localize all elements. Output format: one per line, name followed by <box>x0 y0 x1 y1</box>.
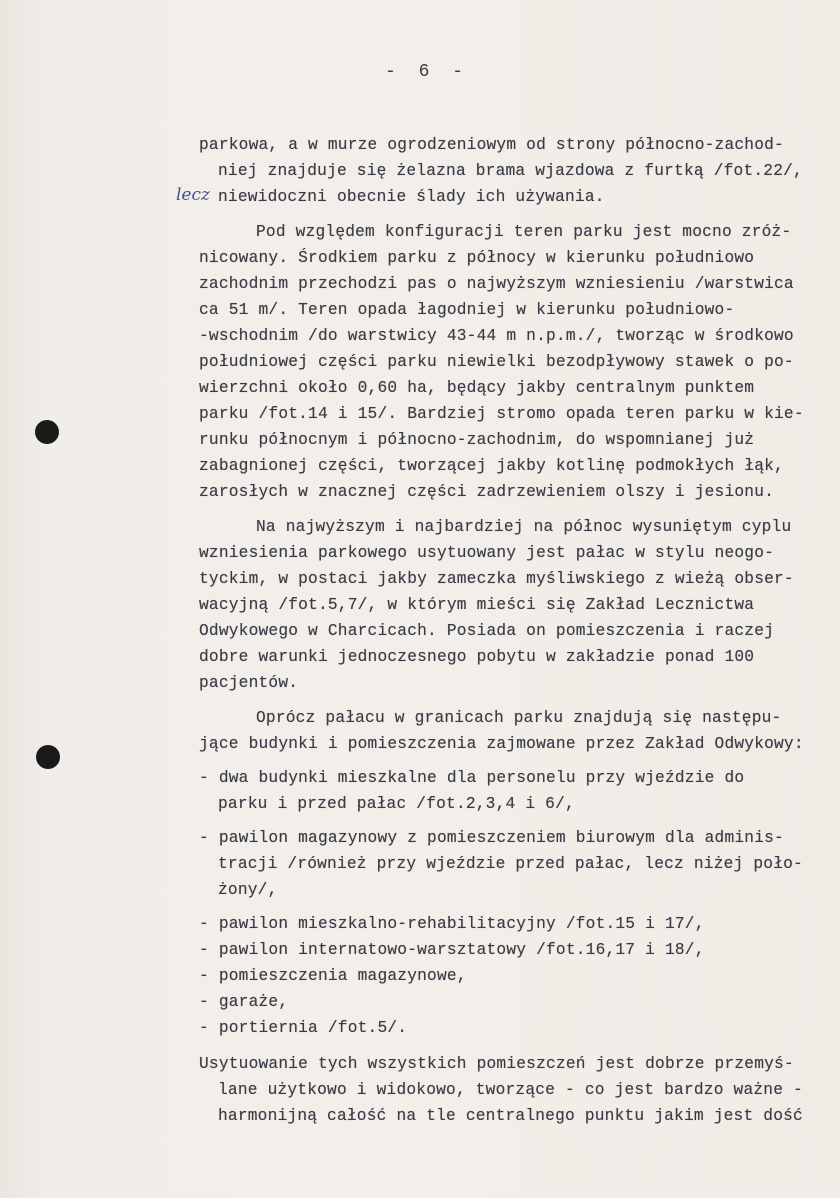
text-line: dobre warunki jednoczesnego pobytu w zakładzie ponad 100 <box>199 648 755 666</box>
page-number: - 6 - <box>385 62 470 82</box>
list-item: - portiernia /fot.5/. <box>199 1019 408 1037</box>
text-line: Usytuowanie tych wszystkich pomieszczeń jest dobrze przemyś- <box>199 1055 794 1073</box>
text-line: harmonijną całość na tle centralnego punktu jakim jest dość <box>218 1107 803 1125</box>
text-line: wacyjną /fot.5,7/, w którym mieści się Zakład Lecznictwa <box>199 596 755 614</box>
text-line: tyckim, w postaci jakby zameczka myśliwskiego z wieżą obser- <box>199 570 794 588</box>
handwritten-note: lecz <box>176 185 210 205</box>
text-line: południowej części parku niewielki bezodpływowy stawek o po- <box>199 353 794 371</box>
list-item: - pawilon mieszkalno-rehabilitacyjny /fot.15 i 17/, <box>199 915 705 933</box>
list-item: - pomieszczenia magazynowe, <box>199 967 467 985</box>
text-line: runku północnym i północno-zachodnim, do wspomnianej już <box>199 431 755 449</box>
text-line: Pod względem konfiguracji teren parku jest mocno zróż- <box>256 223 792 241</box>
list-item-continuation: żony/, <box>218 881 278 899</box>
text-line: parkowa, a w murze ogrodzeniowym od strony północno-zachod- <box>199 136 784 154</box>
list-item: - pawilon magazynowy z pomieszczeniem biurowym dla adminis- <box>199 829 784 847</box>
list-item-continuation: tracji /również przy wjeździe przed pałac, lecz niżej poło- <box>218 855 803 873</box>
text-line: jące budynki i pomieszczenia zajmowane przez Zakład Odwykowy: <box>199 735 804 753</box>
punch-hole-bottom <box>36 745 60 769</box>
list-item: - pawilon internatowo-warsztatowy /fot.16,17 i 18/, <box>199 941 705 959</box>
text-line: Na najwyższym i najbardziej na północ wysuniętym cyplu <box>256 518 792 536</box>
text-line: Oprócz pałacu w granicach parku znajdują się następu- <box>256 709 782 727</box>
text-line: ca 51 m/. Teren opada łagodniej w kierunku południowo- <box>199 301 735 319</box>
text-line: wierzchni około 0,60 ha, będący jakby centralnym punktem <box>199 379 755 397</box>
list-item: - dwa budynki mieszkalne dla personelu przy wjeździe do <box>199 769 745 787</box>
text-line: zachodnim przechodzi pas o najwyższym wzniesieniu /warstwica <box>199 275 794 293</box>
text-line: Odwykowego w Charcicach. Posiada on pomieszczenia i raczej <box>199 622 775 640</box>
text-line: niej znajduje się żelazna brama wjazdowa z furtką /fot.22/, <box>218 162 803 180</box>
text-line: zarosłych w znacznej części zadrzewieniem olszy i jesionu. <box>199 483 775 501</box>
text-line: pacjentów. <box>199 674 299 692</box>
text-line: -wschodnim /do warstwicy 43-44 m n.p.m./, tworząc w środkowo <box>199 327 794 345</box>
text-line: lane użytkowo i widokowo, tworzące - co jest bardzo ważne - <box>218 1081 803 1099</box>
text-line: nicowany. Środkiem parku z północy w kierunku południowo <box>199 249 755 267</box>
punch-hole-top <box>35 420 59 444</box>
text-line: zabagnionej części, tworzącej jakby kotlinę podmokłych łąk, <box>199 457 784 475</box>
list-item: - garaże, <box>199 993 289 1011</box>
text-line: niewidoczni obecnie ślady ich używania. <box>218 188 605 206</box>
text-line: wzniesienia parkowego usytuowany jest pałac w stylu neogo- <box>199 544 775 562</box>
text-line: parku /fot.14 i 15/. Bardziej stromo opada teren parku w kie- <box>199 405 804 423</box>
list-item-continuation: parku i przed pałac /fot.2,3,4 i 6/, <box>218 795 575 813</box>
